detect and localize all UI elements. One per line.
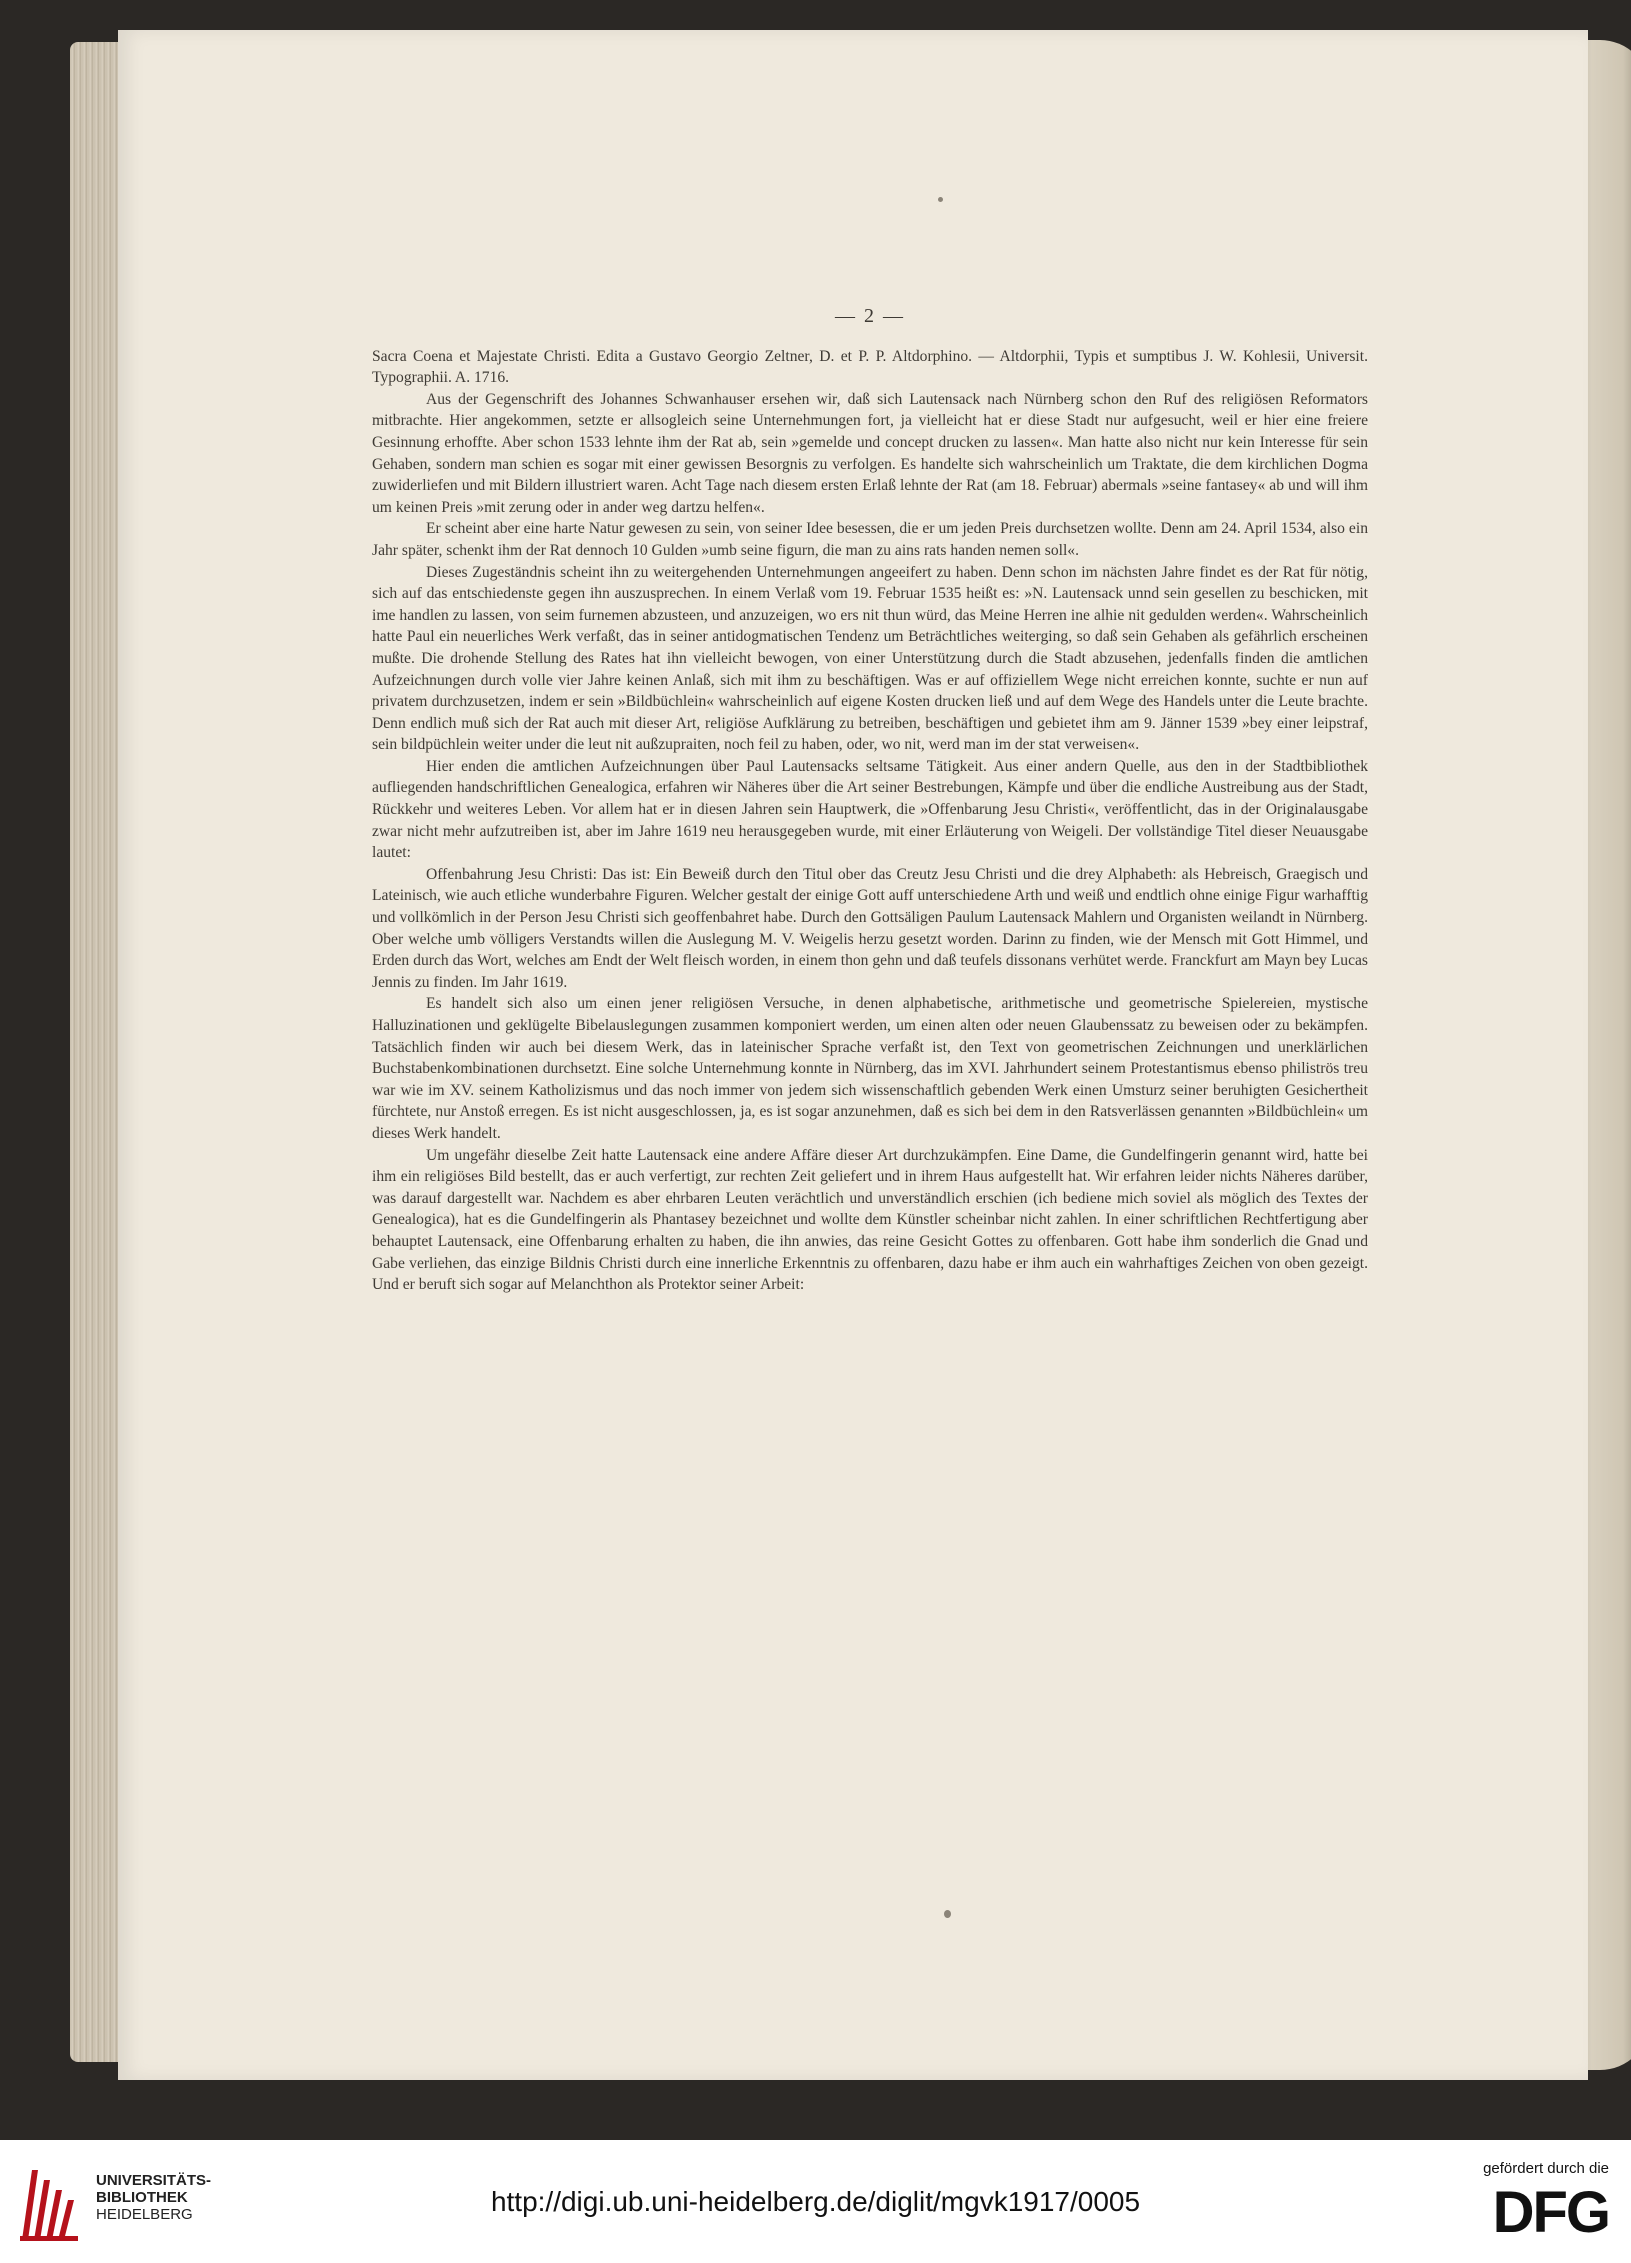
dfg-logo: DFG: [1492, 2180, 1609, 2245]
footer-bar: [0, 2140, 1631, 2263]
paragraph: Aus der Gegenschrift des Johannes Schwanhauser ersehen wir, daß sich Lautensack nach Nürnberg schon den Ruf des religiösen Reformators mitbrachte. Hier angekommen, setzte er allsogleich seine Unternehmungen fort, ja vielleicht hat er diese Stadt nur aufgesucht, weil er hier eine freiere Gesinnung erhoffte. Aber schon 1533 lehnte ihm der Rat ab, sein »gemelde und concept drucken zu lassen«. Man hatte also nicht nur kein Interesse für sein Gehaben, sondern man schien es sogar mit einer gewissen Besorgnis zu verfolgen. Es handelte sich wahrscheinlich um Traktate, die dem kirchlichen Dogma zuwiderliefen und mit Bildern illustriert waren. Acht Tage nach diesem ersten Erlaß lehnte der Rat (am 18. Februar) abermals »seine fantasey« ab und will ihm um keinen Preis »mit zerung oder in ander weg dartzu helfen«.: [372, 390, 1368, 516]
paragraph-citation: Sacra Coena et Majestate Christi. Edita a Gustavo Georgio Zeltner, D. et P. P. Altdorphino. — Altdorphii, Typis et sumptibus J. W. Kohlesii, Universit. Typographii. A. 1716.: [372, 347, 1368, 387]
paragraph: Hier enden die amtlichen Aufzeichnungen über Paul Lautensacks seltsame Tätigkeit. Aus einer andern Quelle, aus den in der Stadtbibliothek aufliegenden handschriftlichen Genealogica, erfahren wir Näheres über die Art seiner Bestrebungen, Kämpfe und über die endliche Austreibung aus der Stadt, Rückkehr und weiteres Leben. Vor allem hat er in diesen Jahren sein Hauptwerk, die »Offenbarung Jesu Christi«, veröffentlicht, das in der Originalausgabe zwar nicht mehr aufzutreiben ist, aber im Jahre 1619 neu herausgegeben wurde, mit einer Erläuterung von Weigeli. Der vollständige Titel dieser Neuausgabe lautet:: [372, 757, 1368, 862]
paragraph: Um ungefähr dieselbe Zeit hatte Lautensack eine andere Affäre dieser Art durchzukämpfen. Eine Dame, die Gundelfingerin genannt wird, hatte bei ihm ein religiöses Bild bestellt, das er auch verfertigt, zur rechten Zeit geliefert und in ihrem Haus aufgestellt hat. Wir erfahren leider nichts Näheres darüber, was darauf dargestellt war. Nachdem es aber ehrbaren Leuten verächtlich und unverständlich erschien (ich bediene mich soviel als möglich des Textes der Genealogica), hat es die Gundelfingerin als Phantasey bezeichnet und wollte dem Künstler scheinbar nicht zahlen. In einer schriftlichen Rechtfertigung aber behauptet Lautensack, eine Offenbarung erhalten zu haben, die ihn anwies, das reine Gesicht Gottes zu offenbaren. Gott habe ihm sonderlich die Gnad und Gabe verliehen, das einzige Bildnis Christi durch eine innerliche Erkenntnis zu offenbaren, dazu habe er ihm auch ein wahrhaftiges Zeichen von oben gezeigt. Und er beruft sich sogar auf Melanchthon als Protektor seiner Arbeit:: [372, 1146, 1368, 1294]
funder-block: [1483, 2160, 1609, 2243]
paragraph: Er scheint aber eine harte Natur gewesen zu sein, von seiner Idee besessen, die er um jeden Preis durchsetzen wollte. Denn am 24. April 1534, also ein Jahr später, schenkt ihm der Rat dennoch 10 Gulden »umb seine figurn, die man zu ains rats handen nemen soll«.: [372, 520, 1368, 559]
page-number: — 2 —: [835, 305, 905, 327]
funder-label: gefördert durch die: [1483, 2160, 1609, 2177]
paragraph: Dieses Zugeständnis scheint ihn zu weitergehenden Unternehmungen angeeifert zu haben. Denn schon im nächsten Jahre findet es der Rat für nötig, sich auf das entschiedenste gegen ihn auszusprechen. In einem Verlaß vom 19. Februar 1535 heißt es: »N. Lautensack unnd sein gesellen zu beschicken, mit ime handlen zu lassen, von seim furnemen abzusteen, und anzuzeigen, wo ers nit thun würd, das Meine Herren ine alhie nit gedulden werden«. Wahrscheinlich hatte Paul ein neuerliches Werk verfaßt, das in seiner antidogmatischen Tendenz um Beträchtliches weiterging, so daß sein Gehaben als gefährlich erscheinen mußte. Die drohende Stellung des Rates hat ihn vielleicht bewogen, von einer Unterstützung durch die Stadt abzusehen, jedenfalls finden die amtlichen Aufzeichnungen durch volle vier Jahre keinen Anlaß, sich mit ihm zu beschäftigen. Was er auf offiziellem Wege nicht erreichen konnte, suchte er nun auf privatem durchzusetzen, indem er sein »Bildbüchlein« wahrscheinlich auf eigene Kosten drucken ließ und auf dem Wege des Handels unter die Leute brachte. Denn endlich muß sich der Rat auch mit dieser Art, religiöse Aufklärung zu betreiben, beschäftigen und gebietet ihm am 9. Jänner 1539 »bey einer leipstraf, sein bildpüchlein weiter under die leut nit außzupraiten, noch feil zu haben, oder, wo nit, werd man im der stat verweisen«.: [372, 563, 1368, 754]
source-url-link[interactable]: http://digi.ub.uni-heidelberg.de/diglit/mgvk1917/0005: [490, 2186, 1141, 2217]
library-name-line: BIBLIOTHEK: [96, 2189, 188, 2206]
library-name-line: HEIDELBERG: [96, 2206, 193, 2223]
speck: [938, 197, 943, 202]
library-name-line: UNIVERSITÄTS-: [96, 2172, 212, 2189]
paragraph: Es handelt sich also um einen jener religiösen Versuche, in denen alphabetische, arithmetische und geometrische Spielereien, mystische Halluzinationen und geklügelte Bibelauslegungen zusammen komponiert werden, um einen alten oder neuen Glaubenssatz zu beweisen oder zu bekämpfen. Tatsächlich finden wir auch bei diesem Werk, das in lateinischer Sprache verfaßt ist, den Text von geometrischen Zeichnungen und unerklärlichen Buchstabenkombinationen durchsetzt. Eine solche Unternehmung konnte in Nürnberg, das im XVI. Jahrhundert seinem Protestantismus ebenso philiströs treu war wie im XV. seinem Katholizismus und das noch immer von jedem sich wissenschaftlich gebenden Werk einen Umsturz seiner beruhigten Gesichertheit fürchtete, nur Anstoß erregen. Es ist nicht ausgeschlossen, ja, es ist sogar anzunehmen, daß es sich bei dem in den Ratsverlässen genannten »Bildbüchlein« um dieses Werk handelt.: [372, 995, 1368, 1142]
paragraph-quote: Offenbahrung Jesu Christi: Das ist: Ein Beweiß durch den Titul ober das Creutz Jesu Christi und die drey Alphabeth: als Hebreisch, Graegisch und Lateinisch, wie auch etliche wunderbahre Figuren. Welcher gestalt der einige Gott auff unterschiedene Arth und weiß und endtlich ohne einige Figur warhafftig und vollkömlich in der Person Jesu Christi sich geoffenbahret habe. Durch den Gottsäligen Paulum Lautensack Mahlern und Organisten weilandt in Nürnberg. Ober welche umb völligers Verstandts willen die Auslegung M. V. Weigelis herzu gesetzt worden. Darinn zu finden, wie der Mensch mit Gott Himmel, und Erden durch das Wort, welches am Endt der Welt fleisch worden, in einem thon gehn und daß teufels dissonans verhütet werde. Franckfurt am Mayn bey Lucas Jennis zu finden. Im Jahr 1619.: [372, 865, 1368, 991]
page-text: [372, 306, 1368, 1296]
speck: [944, 1910, 951, 1918]
